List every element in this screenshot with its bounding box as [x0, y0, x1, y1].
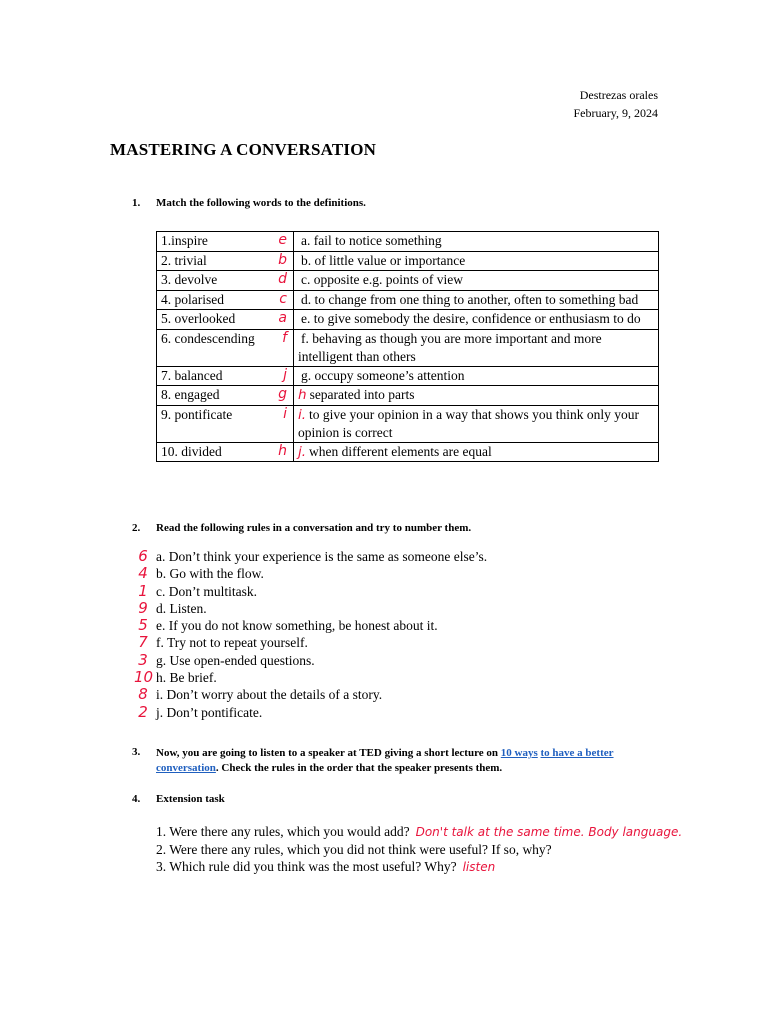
- question-text: [156, 746, 676, 776]
- rule-text: i. Don’t worry about the details of a story.: [156, 687, 383, 703]
- match-definition-cell: [294, 310, 659, 330]
- match-definition-cell: [294, 271, 659, 291]
- handwritten-definition-mark: h: [298, 387, 307, 403]
- match-definition-cell: [294, 329, 659, 366]
- rule-text: d. Listen.: [156, 600, 207, 616]
- rule-text: g. Use open-ended questions.: [156, 652, 315, 668]
- extension-question-text: 2. Were there any rules, which you did not think were useful? If so, why?: [156, 841, 552, 857]
- handwritten-answer: i: [283, 405, 287, 422]
- handwritten-rule-number: 4: [138, 564, 148, 583]
- handwritten-definition-mark: j.: [298, 443, 307, 460]
- handwritten-rule-number: 3: [138, 650, 148, 669]
- rule-text: a. Don’t think your experience is the same as someone else’s.: [156, 549, 488, 564]
- question-text-after: . Check the rules in the order that the speaker presents them.: [215, 762, 503, 774]
- match-definition-cell: [294, 386, 659, 406]
- question-text: Extension task: [156, 793, 225, 805]
- extension-question-text: 1. Were there any rules, which you would add?: [156, 824, 410, 839]
- table-row: [157, 290, 659, 310]
- table-row: [157, 405, 659, 442]
- table-row: [157, 329, 659, 366]
- handwritten-answer: e: [278, 232, 287, 248]
- match-word: 10. divided: [161, 443, 222, 459]
- extension-questions: [156, 823, 682, 876]
- match-word-cell: [157, 251, 294, 271]
- question-number: 3.: [132, 746, 141, 758]
- table-row: [157, 366, 659, 386]
- table-row: [157, 271, 659, 291]
- rule-text: h. Be brief.: [156, 670, 217, 686]
- matching-table: [156, 231, 659, 462]
- handwritten-answer: b: [278, 251, 287, 268]
- rule-text: c. Don’t multitask.: [156, 583, 257, 599]
- match-word: 9. pontificate: [161, 406, 233, 422]
- question-text: Match the following words to the definitions.: [156, 197, 366, 209]
- handwritten-rule-number: 9: [138, 598, 148, 617]
- match-definition: to give your opinion in a way that shows you think only your opinion is correct: [298, 406, 640, 440]
- page-title: MASTERING A CONVERSATION: [110, 140, 377, 159]
- handwritten-extension-answer: Don't talk at the same time. Body language.: [415, 825, 683, 839]
- handwritten-rule-number: 5: [138, 616, 148, 635]
- handwritten-answer: g: [278, 386, 287, 402]
- match-definition: when different elements are equal: [309, 443, 492, 459]
- match-word-cell: [157, 232, 294, 252]
- ted-link-10-ways[interactable]: 10 ways: [500, 747, 538, 759]
- handwritten-rule-number: 7: [138, 633, 148, 652]
- handwritten-answer: j: [283, 366, 287, 383]
- ted-link-better-conversation[interactable]: to have a better conversation: [156, 747, 614, 774]
- rule-text: b. Go with the flow.: [156, 566, 264, 582]
- match-word-cell: [157, 329, 294, 366]
- match-word: 7. balanced: [161, 367, 223, 383]
- question-number: 4.: [132, 793, 141, 805]
- handwritten-rule-number: 1: [138, 581, 148, 600]
- handwritten-answer: a: [278, 310, 287, 326]
- handwritten-definition-mark: i.: [298, 406, 307, 423]
- handwritten-answer: f: [282, 329, 287, 346]
- match-definition-cell: [294, 442, 659, 462]
- match-word-cell: [157, 290, 294, 310]
- match-definition: a. fail to notice something: [301, 233, 442, 248]
- handwritten-extension-answer: listen: [462, 860, 496, 874]
- match-definition-cell: [294, 290, 659, 310]
- rule-text: f. Try not to repeat yourself.: [156, 635, 308, 651]
- match-word-cell: [157, 271, 294, 291]
- match-word-cell: [157, 386, 294, 406]
- table-row: [157, 251, 659, 271]
- match-definition: b. of little value or importance: [301, 252, 466, 268]
- match-definition: c. opposite e.g. points of view: [301, 272, 463, 287]
- handwritten-answer: d: [278, 271, 287, 287]
- question-text: Read the following rules in a conversation and try to number them.: [156, 522, 472, 534]
- match-word-cell: [157, 442, 294, 462]
- match-word: 4. polarised: [161, 291, 224, 307]
- handwritten-rule-number: 8: [138, 685, 148, 704]
- match-word-cell: [157, 366, 294, 386]
- handwritten-answer: c: [279, 290, 287, 307]
- match-word: 5. overlooked: [161, 311, 236, 326]
- handwritten-answer: h: [278, 442, 287, 459]
- extension-question-text: 3. Which rule did you think was the most useful? Why?: [156, 859, 457, 874]
- table-row: [157, 442, 659, 462]
- document-header: [573, 86, 658, 122]
- match-word-cell: [157, 310, 294, 330]
- question-text-before: Now, you are going to listen to a speaker at TED giving a short lecture on: [156, 747, 501, 759]
- match-definition: d. to change from one thing to another, often to something bad: [301, 291, 639, 307]
- match-word: 6. condescending: [161, 330, 255, 346]
- match-definition-cell: [294, 366, 659, 386]
- handwritten-rule-number: 6: [138, 547, 148, 565]
- table-row: [157, 386, 659, 406]
- table-row: [157, 310, 659, 330]
- extension-question: [156, 823, 682, 841]
- table-row: [157, 232, 659, 252]
- match-definition: f. behaving as though you are more important and more intelligent than others: [298, 330, 602, 364]
- question-number: 1.: [132, 197, 141, 209]
- match-definition: g. occupy someone’s attention: [301, 367, 465, 383]
- match-word: 8. engaged: [161, 387, 220, 402]
- match-definition: e. to give somebody the desire, confidence or enthusiasm to do: [301, 311, 641, 326]
- match-word: 3. devolve: [161, 272, 218, 287]
- course-name: Destrezas orales: [579, 88, 658, 102]
- match-definition-cell: [294, 405, 659, 442]
- match-word: 2. trivial: [161, 252, 207, 268]
- extension-question: [156, 858, 682, 876]
- handwritten-rule-number: 2: [138, 702, 148, 721]
- question-number: 2.: [132, 522, 141, 534]
- extension-question: [156, 841, 682, 859]
- match-word: 1.inspire: [161, 233, 208, 248]
- match-word-cell: [157, 405, 294, 442]
- handwritten-rule-number: 10: [134, 668, 154, 687]
- match-definition: separated into parts: [309, 387, 415, 402]
- rule-text: j. Don’t pontificate.: [156, 704, 263, 720]
- rule-text: e. If you do not know something, be honest about it.: [156, 618, 438, 634]
- match-definition-cell: [294, 251, 659, 271]
- document-date: February, 9, 2024: [573, 106, 658, 120]
- match-definition-cell: [294, 232, 659, 252]
